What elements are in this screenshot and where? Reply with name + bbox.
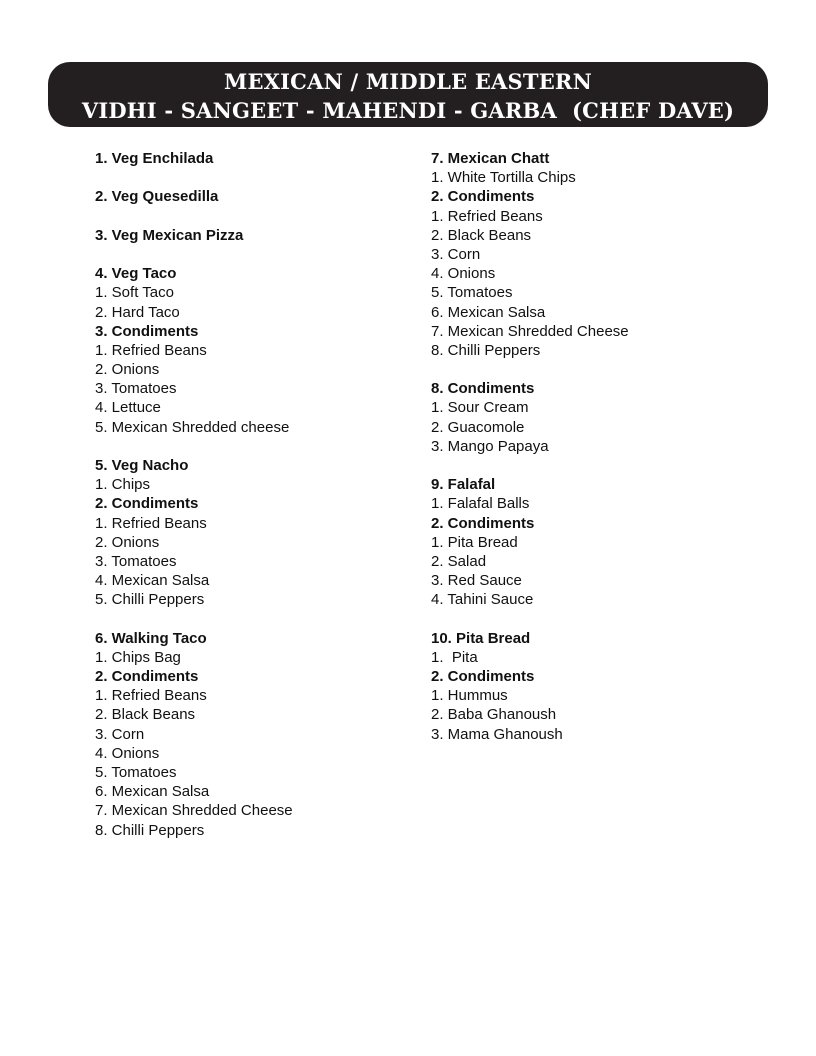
section-title: 7. Mexican Chatt	[431, 150, 550, 167]
left-menu-column	[95, 149, 415, 859]
menu-section-8-condiments	[431, 379, 771, 456]
section-title: 1. Veg Enchilada	[95, 150, 214, 167]
menu-item: 4. Onions	[95, 744, 160, 762]
menu-section-5-veg-nacho	[95, 456, 415, 610]
menu-item: 1. Refried Beans	[95, 514, 207, 532]
condiments-subheading: 2. Condiments	[431, 668, 535, 686]
menu-item: 2. Baba Ghanoush	[431, 706, 557, 724]
menu-section-1-veg-enchilada	[95, 149, 415, 168]
menu-item: 3. Corn	[95, 725, 145, 743]
menu-section-2-veg-quesedilla	[95, 187, 415, 206]
condiments-subheading: 3. Condiments	[95, 322, 199, 340]
menu-item: 2. Black Beans	[95, 706, 196, 724]
menu-item: 3. Tomatoes	[95, 380, 177, 398]
menu-item: 1. Refried Beans	[95, 341, 207, 359]
menu-section-6-walking-taco	[95, 629, 415, 840]
menu-item: 3. Tomatoes	[95, 552, 177, 570]
header-subtitle: VIDHI - SANGEET - MAHENDI - GARBA (CHEF DAVE)	[81, 98, 735, 123]
menu-item: 3. Mango Papaya	[431, 437, 549, 455]
menu-item: 7. Mexican Shredded Cheese	[95, 802, 293, 820]
section-title: 5. Veg Nacho	[95, 457, 189, 474]
condiments-subheading: 2. Condiments	[95, 495, 199, 513]
menu-item: 1. Chips Bag	[95, 648, 181, 666]
menu-item: 7. Mexican Shredded Cheese	[431, 322, 629, 340]
menu-item: 8. Chilli Peppers	[431, 341, 541, 359]
menu-item: 3. Red Sauce	[431, 572, 522, 590]
menu-item: 4. Onions	[431, 265, 496, 283]
menu-item: 1. White Tortilla Chips	[431, 169, 576, 187]
menu-item: 1. Soft Taco	[95, 284, 174, 302]
menu-item: 6. Mexican Salsa	[95, 783, 210, 801]
menu-item: 3. Mama Ghanoush	[431, 725, 563, 743]
header-title: MEXICAN / MIDDLE EASTERN	[224, 69, 592, 94]
menu-item: 1. Chips	[95, 476, 151, 494]
menu-item: 4. Lettuce	[95, 399, 161, 417]
menu-item: 5. Mexican Shredded cheese	[95, 418, 290, 436]
section-title: 8. Condiments	[431, 380, 535, 398]
menu-section-10-pita-bread	[431, 629, 771, 744]
menu-section-4-veg-taco	[95, 264, 415, 437]
section-title: 3. Veg Mexican Pizza	[95, 226, 244, 244]
condiments-subheading: 2. Condiments	[431, 514, 535, 532]
menu-item: 3. Corn	[431, 245, 481, 263]
menu-item: 2. Salad	[431, 552, 487, 570]
menu-item: 6. Mexican Salsa	[431, 303, 546, 321]
menu-item: 1. Refried Beans	[95, 687, 207, 705]
menu-item: 4. Tahini Sauce	[431, 591, 534, 609]
menu-item: 4. Mexican Salsa	[95, 572, 210, 590]
menu-item: 2. Hard Taco	[95, 303, 180, 321]
menu-item: 1. Hummus	[431, 687, 508, 705]
menu-item: 5. Chilli Peppers	[95, 591, 205, 609]
menu-section-9-falafal	[431, 475, 771, 609]
menu-item: 1. Pita	[431, 648, 478, 666]
menu-item: 1. Pita Bread	[431, 533, 518, 551]
section-title: 10. Pita Bread	[431, 629, 531, 647]
right-menu-column	[431, 149, 771, 763]
menu-item: 2. Black Beans	[431, 226, 532, 244]
header-banner	[48, 62, 768, 127]
section-title: 9. Falafal	[431, 476, 496, 494]
section-title: 6. Walking Taco	[95, 629, 207, 647]
menu-item: 5. Tomatoes	[95, 764, 177, 781]
menu-item: 2. Onions	[95, 361, 160, 379]
menu-section-7-mexican-chatt	[431, 149, 771, 360]
section-title: 4. Veg Taco	[95, 265, 177, 283]
menu-item: 1. Sour Cream	[431, 399, 529, 417]
menu-item: 2. Guacomole	[431, 418, 525, 436]
section-title: 2. Veg Quesedilla	[95, 188, 219, 206]
menu-item: 8. Chilli Peppers	[95, 821, 205, 839]
menu-item: 1. Falafal Balls	[431, 495, 530, 513]
menu-section-3-veg-mexican-pizza	[95, 226, 415, 245]
menu-item: 1. Refried Beans	[431, 207, 543, 225]
condiments-subheading: 2. Condiments	[431, 188, 535, 206]
menu-item: 2. Onions	[95, 533, 160, 551]
menu-item: 5. Tomatoes	[431, 284, 513, 302]
condiments-subheading: 2. Condiments	[95, 668, 199, 686]
